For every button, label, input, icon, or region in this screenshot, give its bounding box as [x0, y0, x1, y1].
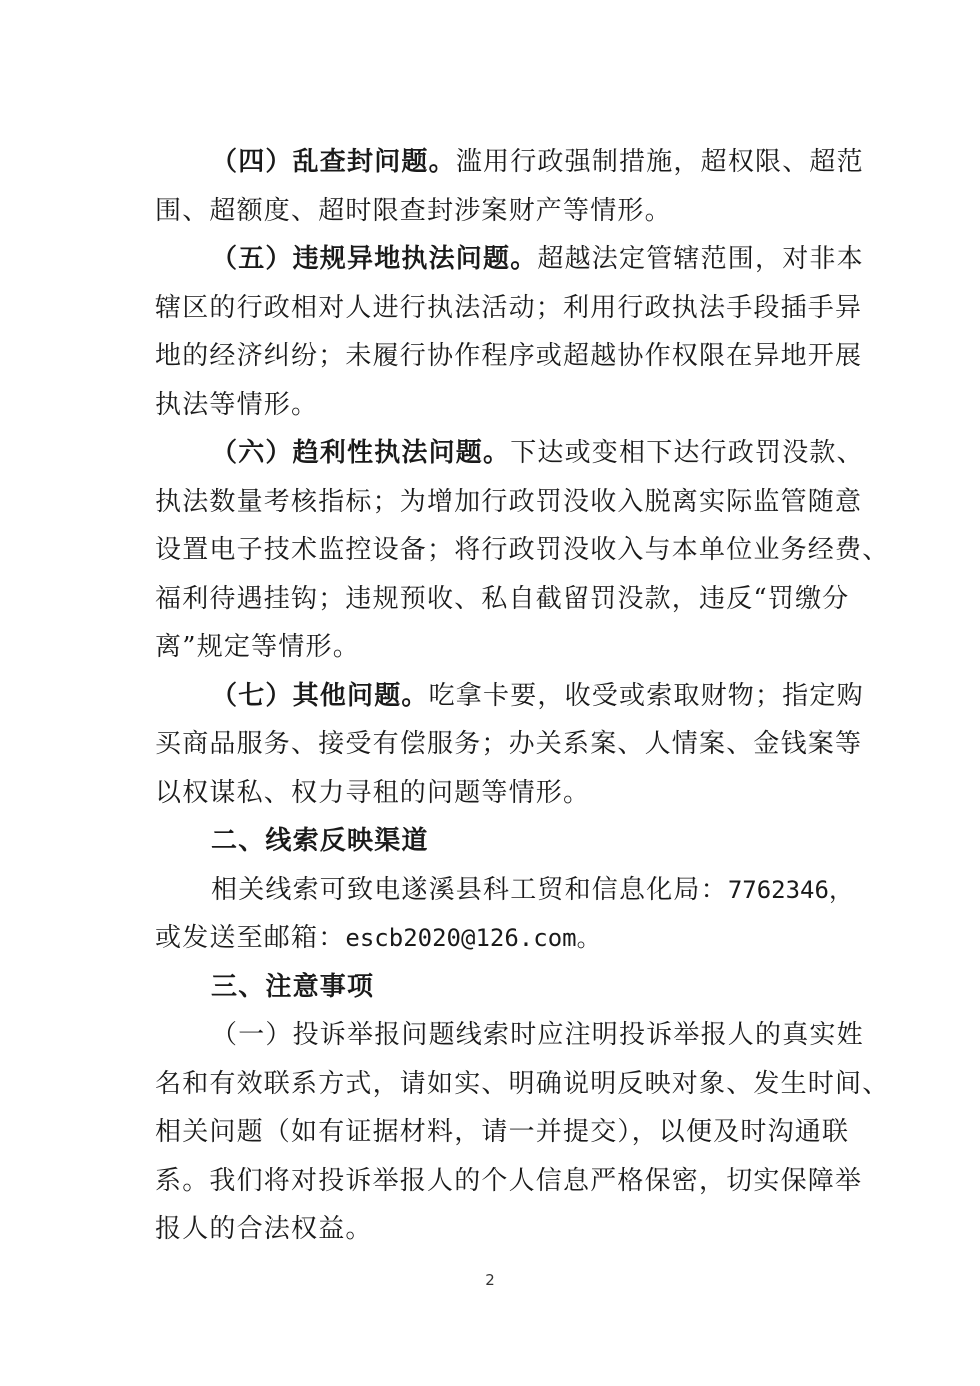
section2-heading: 二、线索反映渠道 — [211, 826, 429, 856]
paragraph-item5-line3: 地的经济纠纷；未履行协作程序或超越协作权限在异地开展 — [155, 341, 863, 371]
section3-item1-line5: 报人的合法权益。 — [155, 1214, 373, 1244]
item6-text-1: 下达或变相下达行政罚没款、 — [510, 438, 864, 468]
email-address: escb2020@126.com。 — [345, 924, 601, 952]
paragraph-item6-line4: 福利待遇挂钩；违规预收、私自截留罚没款，违反“罚缴分 — [155, 583, 850, 614]
paragraph-item6-line1 — [155, 429, 864, 478]
document-page — [155, 138, 890, 1254]
paragraph-item5-line4: 执法等情形。 — [155, 389, 319, 420]
paragraph-item7-line1 — [155, 672, 864, 721]
paragraph-item7-line3: 以权谋私、权力寻租的问题等情形。 — [155, 777, 591, 808]
contact-text: 相关线索可致电遂溪县科工贸和信息化局： — [211, 874, 728, 905]
paragraph-item4-line1 — [155, 138, 864, 187]
item7-text-1: 吃拿卡要，收受或索取财物；指定购 — [428, 680, 864, 711]
section2-line2 — [155, 914, 847, 963]
paragraph-item5-line1 — [155, 235, 864, 284]
item6-title: （六）趋利性执法问题。 — [211, 438, 511, 468]
page-number: 2 — [485, 1271, 495, 1289]
section3-heading: 三、注意事项 — [211, 971, 375, 1002]
paragraph-item6-line3: 设置电子技术监控设备；将行政罚没收入与本单位业务经费、 — [155, 535, 890, 565]
section3-item1-line2: 名和有效联系方式，请如实、明确说明反映对象、发生时间、 — [155, 1068, 890, 1099]
paragraph-item6-line5: 离”规定等情形。 — [155, 632, 360, 662]
phone-number: 7762346， — [727, 875, 853, 904]
paragraph-item7-line2: 买商品服务、接受有偿服务；办关系案、人情案、金钱案等 — [155, 729, 863, 759]
item5-text-1: 超越法定管辖范围，对非本 — [537, 244, 864, 274]
section3-item1-line1: （一）投诉举报问题线索时应注明投诉举报人的真实姓 — [211, 1020, 864, 1050]
paragraph-item4-line2: 围、超额度、超时限查封涉案财产等情形。 — [155, 195, 672, 226]
item4-title: （四）乱查封问题。 — [211, 147, 456, 177]
section2-line1 — [155, 866, 853, 915]
item4-text-1: 滥用行政强制措施，超权限、超范 — [455, 147, 864, 177]
item5-title: （五）违规异地执法问题。 — [211, 244, 538, 274]
section3-item1-line4: 系。我们将对投诉举报人的个人信息严格保密，切实保障举 — [155, 1165, 863, 1196]
item7-title: （七）其他问题。 — [211, 680, 429, 711]
paragraph-item5-line2: 辖区的行政相对人进行执法活动；利用行政执法手段插手异 — [155, 292, 863, 323]
email-label: 或发送至邮箱： — [155, 923, 346, 953]
section3-item1-line3: 相关问题（如有证据材料，请一并提交），以便及时沟通联 — [155, 1117, 850, 1147]
paragraph-item6-line2: 执法数量考核指标；为增加行政罚没收入脱离实际监管随意 — [155, 486, 863, 517]
